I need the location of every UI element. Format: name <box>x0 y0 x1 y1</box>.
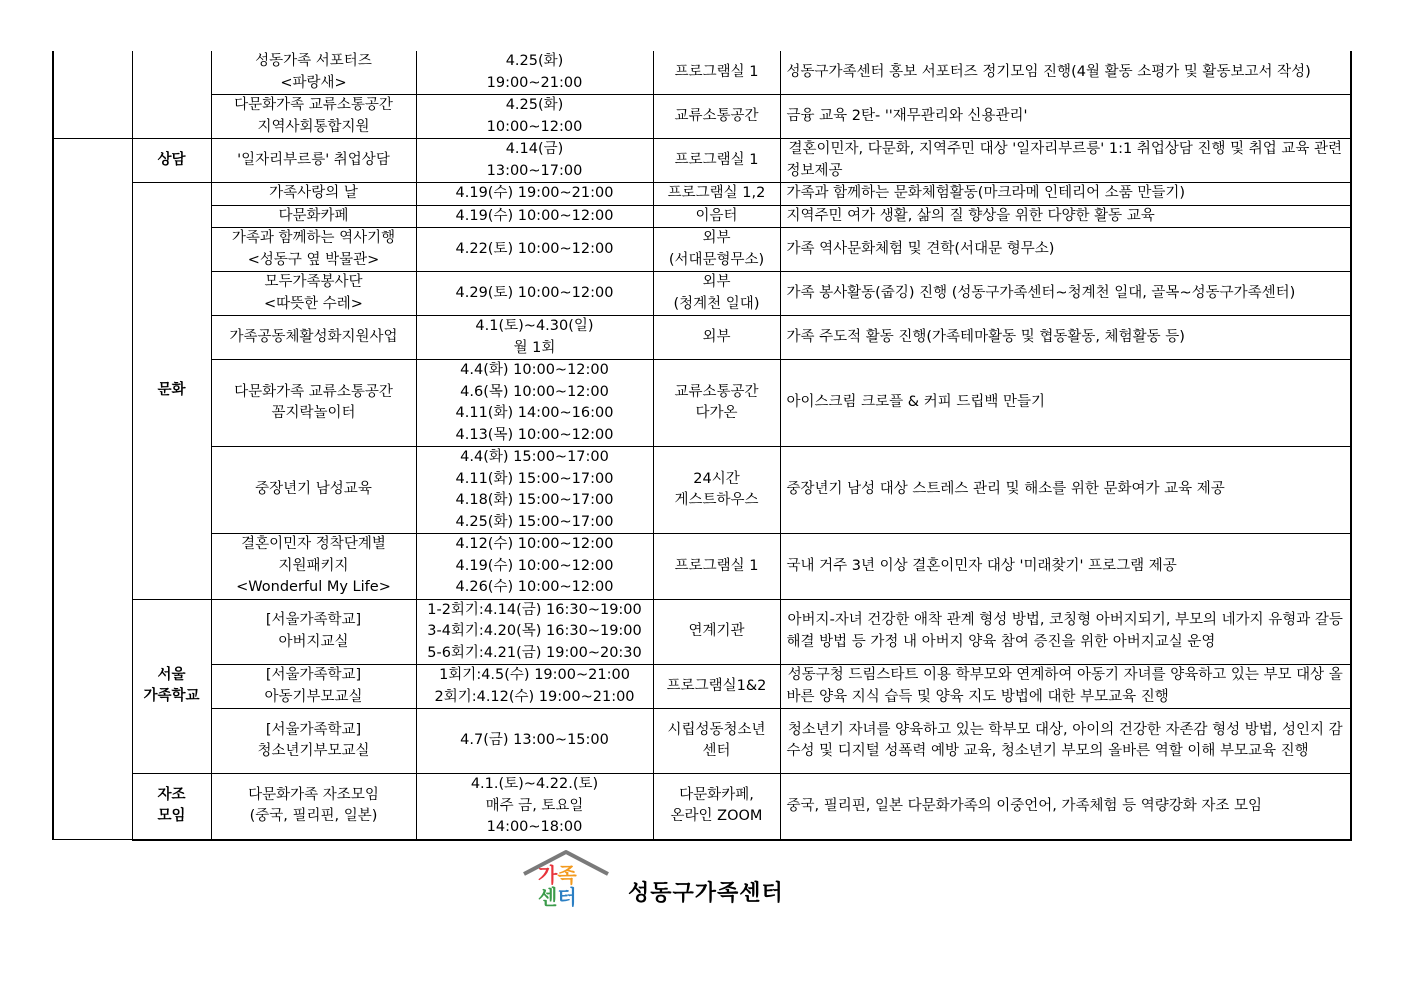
program-cell: 결혼이민자 정착단계별 지원패키지 <Wonderful My Life> <box>211 534 416 600</box>
table-row <box>53 228 1351 272</box>
category-cell: 상담 <box>132 139 211 183</box>
content-cell: 가족 봉사활동(줍깅) 진행 (성동구가족센터~청계천 일대, 골목~성동구가족센터) <box>780 272 1351 316</box>
logo-text-top: 가족 <box>538 863 577 887</box>
date-cell: 4.1(토)~4.30(일) 월 1회 <box>416 316 653 360</box>
place-cell: 프로그램실 1,2 <box>653 183 780 206</box>
place-cell: 프로그램실 1 <box>653 534 780 600</box>
program-cell: 다문화가족 교류소통공간 지역사회통합지원 <box>211 95 416 139</box>
table-row <box>53 447 1351 534</box>
table-row <box>53 183 1351 206</box>
blank-cell <box>53 139 132 840</box>
date-cell: 4.25(화) 19:00~21:00 <box>416 51 653 95</box>
place-cell: 24시간 게스트하우스 <box>653 447 780 534</box>
program-cell: [서울가족학교] 아버지교실 <box>211 599 416 665</box>
program-cell: 성동가족 서포터즈 <파랑새> <box>211 51 416 95</box>
family-center-logo <box>520 848 620 908</box>
logo-text-bottom: 센터 <box>538 885 577 908</box>
table-row <box>53 534 1351 600</box>
place-cell: 외부 (청계천 일대) <box>653 272 780 316</box>
place-cell: 다문화카페, 온라인 ZOOM <box>653 774 780 840</box>
footer <box>520 848 840 908</box>
place-cell: 시립성동청소년 센터 <box>653 709 780 774</box>
program-cell: 중장년기 남성교육 <box>211 447 416 534</box>
date-cell: 4.14(금) 13:00~17:00 <box>416 139 653 183</box>
program-cell: 다문화카페 <box>211 205 416 228</box>
content-cell: 국내 거주 3년 이상 결혼이민자 대상 '미래찾기' 프로그램 제공 <box>780 534 1351 600</box>
schedule-table <box>52 51 1352 841</box>
content-cell: 가족 주도적 활동 진행(가족테마활동 및 협동활동, 체험활동 등) <box>780 316 1351 360</box>
date-cell: 4.12(수) 10:00~12:00 4.19(수) 10:00~12:00 4.26(수) 10:00~12:00 <box>416 534 653 600</box>
category-cell: 자조 모임 <box>132 774 211 840</box>
date-cell: 4.1.(토)~4.22.(토) 매주 금, 토요일 14:00~18:00 <box>416 774 653 840</box>
table-row <box>53 316 1351 360</box>
content-cell: 가족 역사문화체험 및 견학(서대문 형무소) <box>780 228 1351 272</box>
place-cell: 프로그램실1&2 <box>653 665 780 709</box>
table-row <box>53 360 1351 447</box>
place-cell: 프로그램실 1 <box>653 139 780 183</box>
place-cell: 교류소통공간 다가온 <box>653 360 780 447</box>
date-cell: 4.7(금) 13:00~15:00 <box>416 709 653 774</box>
category-cell: 서울 가족학교 <box>132 599 211 774</box>
date-cell: 4.4(화) 10:00~12:00 4.6(목) 10:00~12:00 4.11(화) 14:00~16:00 4.13(목) 10:00~12:00 <box>416 360 653 447</box>
program-cell: [서울가족학교] 아동기부모교실 <box>211 665 416 709</box>
place-cell: 연계기관 <box>653 599 780 665</box>
content-cell: 가족과 함께하는 문화체험활동(마크라메 인테리어 소품 만들기) <box>780 183 1351 206</box>
content-cell: 아이스크림 크로플 & 커피 드립백 만들기 <box>780 360 1351 447</box>
table-row <box>53 51 1351 95</box>
table-row <box>53 599 1351 665</box>
category-cell <box>132 51 211 139</box>
table-row <box>53 709 1351 774</box>
table-row <box>53 665 1351 709</box>
program-cell: 모두가족봉사단 <따뜻한 수레> <box>211 272 416 316</box>
place-cell: 교류소통공간 <box>653 95 780 139</box>
content-cell: 중장년기 남성 대상 스트레스 관리 및 해소를 위한 문화여가 교육 제공 <box>780 447 1351 534</box>
content-cell: 성동구가족센터 홍보 서포터즈 정기모임 진행(4월 활동 소평가 및 활동보고서 작성) <box>780 51 1351 95</box>
program-cell: 가족과 함께하는 역사기행 <성동구 옆 박물관> <box>211 228 416 272</box>
content-cell: 성동구청 드림스타트 이용 학부모와 연계하여 아동기 자녀를 양육하고 있는 부모 대상 올바른 양육 지식 습득 및 양육 지도 방법에 대한 부모교육 진행 <box>780 665 1351 709</box>
blank-cell <box>53 51 132 139</box>
place-cell: 외부 (서대문형무소) <box>653 228 780 272</box>
category-cell: 문화 <box>132 183 211 600</box>
date-cell: 1-2회기:4.14(금) 16:30~19:00 3-4회기:4.20(목) 16:30~19:00 5-6회기:4.21(금) 19:00~20:30 <box>416 599 653 665</box>
program-cell: 가족공동체활성화지원사업 <box>211 316 416 360</box>
place-cell: 외부 <box>653 316 780 360</box>
date-cell: 4.19(수) 19:00~21:00 <box>416 183 653 206</box>
content-cell: 금융 교육 2탄- ''재무관리와 신용관리' <box>780 95 1351 139</box>
content-cell: 청소년기 자녀를 양육하고 있는 학부모 대상, 아이의 건강한 자존감 형성 방법, 성인지 감수성 및 디지털 성폭력 예방 교육, 청소년기 부모의 올바른 역할 이해 부모교육 진행 <box>780 709 1351 774</box>
program-cell: '일자리부르릉' 취업상담 <box>211 139 416 183</box>
table-row <box>53 139 1351 183</box>
date-cell: 4.29(토) 10:00~12:00 <box>416 272 653 316</box>
date-cell: 4.22(토) 10:00~12:00 <box>416 228 653 272</box>
date-cell: 1회기:4.5(수) 19:00~21:00 2회기:4.12(수) 19:00~21:00 <box>416 665 653 709</box>
content-cell: 지역주민 여가 생활, 삶의 질 향상을 위한 다양한 활동 교육 <box>780 205 1351 228</box>
table-row <box>53 272 1351 316</box>
program-cell: 다문화가족 자조모임 (중국, 필리핀, 일본) <box>211 774 416 840</box>
table-row <box>53 205 1351 228</box>
place-cell: 프로그램실 1 <box>653 51 780 95</box>
date-cell: 4.25(화) 10:00~12:00 <box>416 95 653 139</box>
org-name: 성동구가족센터 <box>628 881 784 906</box>
content-cell: 아버지-자녀 건강한 애착 관계 형성 방법, 코칭형 아버지되기, 부모의 네가지 유형과 갈등해결 방법 등 가정 내 아버지 양육 참여 증진을 위한 아버지교실 운영 <box>780 599 1351 665</box>
date-cell: 4.19(수) 10:00~12:00 <box>416 205 653 228</box>
table-row <box>53 95 1351 139</box>
program-cell: [서울가족학교] 청소년기부모교실 <box>211 709 416 774</box>
date-cell: 4.4(화) 15:00~17:00 4.11(화) 15:00~17:00 4.18(화) 15:00~17:00 4.25(화) 15:00~17:00 <box>416 447 653 534</box>
content-cell: 중국, 필리핀, 일본 다문화가족의 이중언어, 가족체험 등 역량강화 자조 모임 <box>780 774 1351 840</box>
place-cell: 이음터 <box>653 205 780 228</box>
table-row <box>53 774 1351 840</box>
program-cell: 다문화가족 교류소통공간 꼼지락놀이터 <box>211 360 416 447</box>
content-cell: 결혼이민자, 다문화, 지역주민 대상 '일자리부르릉' 1:1 취업상담 진행 및 취업 교육 관련 정보제공 <box>780 139 1351 183</box>
program-cell: 가족사랑의 날 <box>211 183 416 206</box>
